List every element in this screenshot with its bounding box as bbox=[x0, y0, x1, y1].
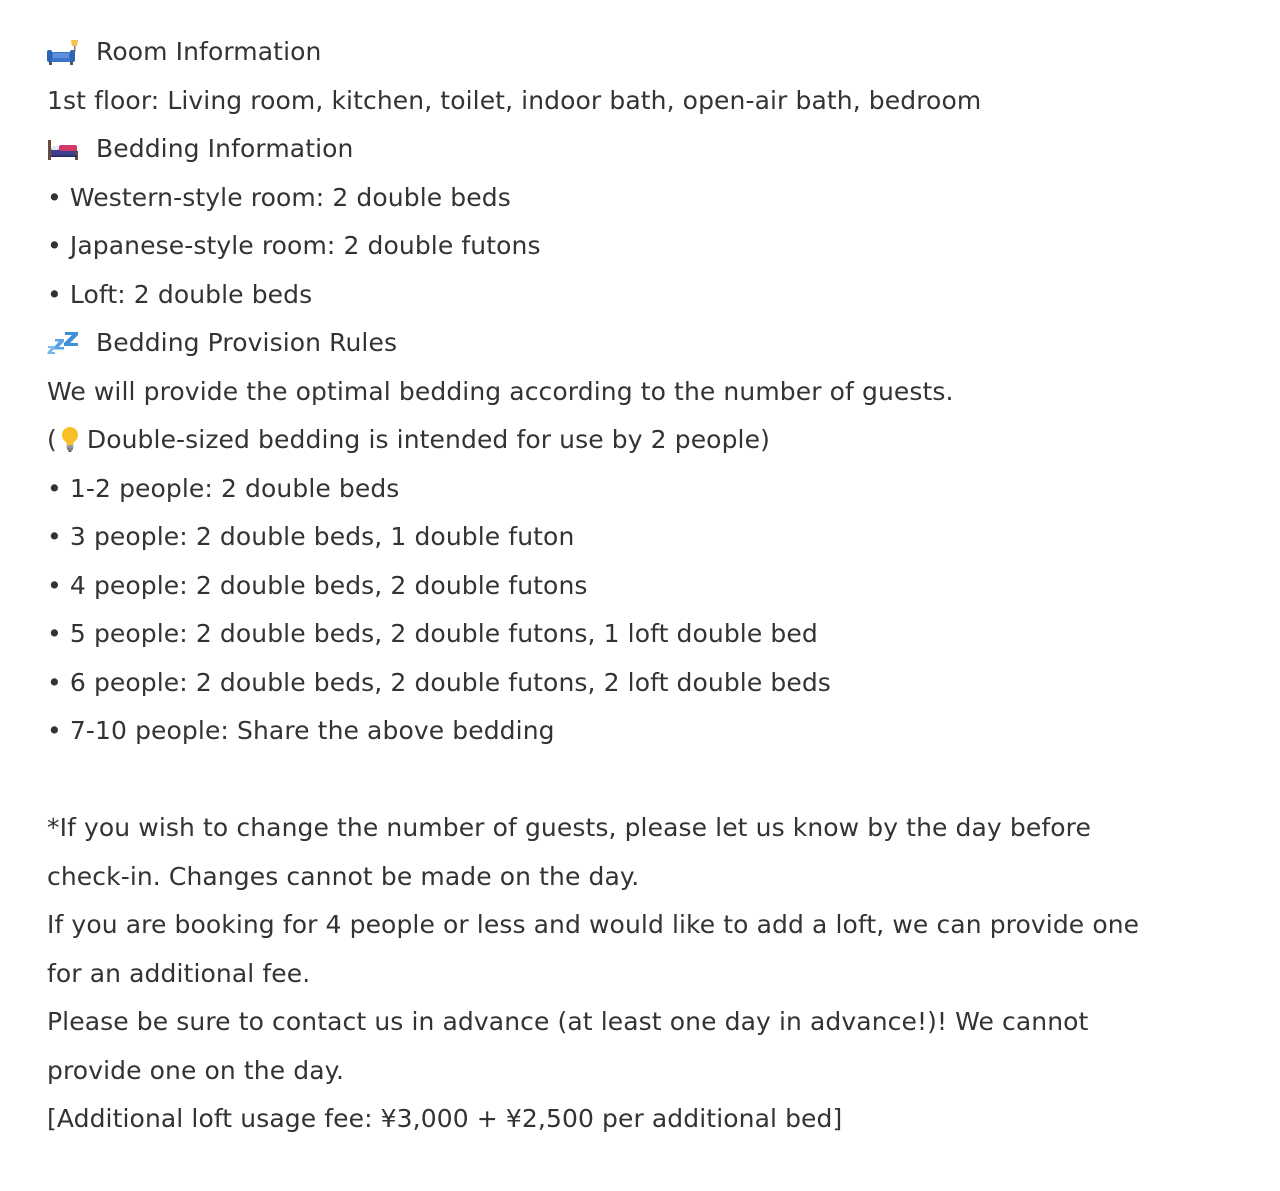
note-line: provide one on the day. bbox=[47, 1055, 345, 1085]
rules-item: • 7-10 people: Share the above bedding bbox=[47, 716, 555, 745]
bed-icon bbox=[47, 136, 83, 161]
rules-heading bbox=[47, 319, 1247, 368]
rules-item: • 1-2 people: 2 double beds bbox=[47, 473, 400, 503]
bedding-info-item: • Japanese-style room: 2 double futons bbox=[47, 231, 541, 260]
bedding-info-heading bbox=[47, 125, 1247, 174]
room-info-title: Room Information bbox=[96, 37, 322, 66]
note-line: Please be sure to contact us in advance (at least one day in advance!)! We cannot bbox=[47, 1007, 1089, 1036]
bedding-info-item: • Loft: 2 double beds bbox=[47, 279, 313, 309]
rules-item: • 6 people: 2 double beds, 2 double futons, 2 loft double beds bbox=[47, 667, 831, 697]
loft-fee-line: [Additional loft usage fee: ¥3,000 + ¥2,500 per additional bed] bbox=[47, 1104, 843, 1133]
document-body bbox=[47, 28, 1247, 1144]
light-bulb-icon bbox=[57, 425, 83, 453]
rules-item: • 5 people: 2 double beds, 2 double futons, 1 loft double bed bbox=[47, 619, 818, 648]
room-info-heading bbox=[47, 28, 1247, 77]
rules-title: Bedding Provision Rules bbox=[96, 328, 398, 357]
bedding-info-item: • Western-style room: 2 double beds bbox=[47, 182, 511, 212]
rules-note bbox=[47, 416, 1247, 465]
rules-item: • 4 people: 2 double beds, 2 double futons bbox=[47, 570, 588, 600]
rules-note-open-paren: ( bbox=[47, 425, 57, 454]
couch-and-lamp-icon bbox=[47, 39, 83, 64]
note-line: check-in. Changes cannot be made on the day. bbox=[47, 861, 640, 891]
rules-intro: We will provide the optimal bedding according to the number of guests. bbox=[47, 376, 954, 406]
rules-note-text: Double-sized bedding is intended for use by 2 people) bbox=[86, 425, 770, 454]
rules-item: • 3 people: 2 double beds, 1 double futon bbox=[47, 522, 575, 551]
blank-spacer bbox=[47, 756, 1247, 805]
note-line: for an additional fee. bbox=[47, 958, 311, 988]
bedding-info-title: Bedding Information bbox=[96, 134, 354, 163]
zzz-icon bbox=[47, 330, 83, 355]
note-line: If you are booking for 4 people or less and would like to add a loft, we can provide one bbox=[47, 910, 1140, 939]
note-line: *If you wish to change the number of guests, please let us know by the day before bbox=[47, 813, 1091, 842]
room-info-text: 1st floor: Living room, kitchen, toilet, indoor bath, open-air bath, bedroom bbox=[47, 85, 982, 115]
